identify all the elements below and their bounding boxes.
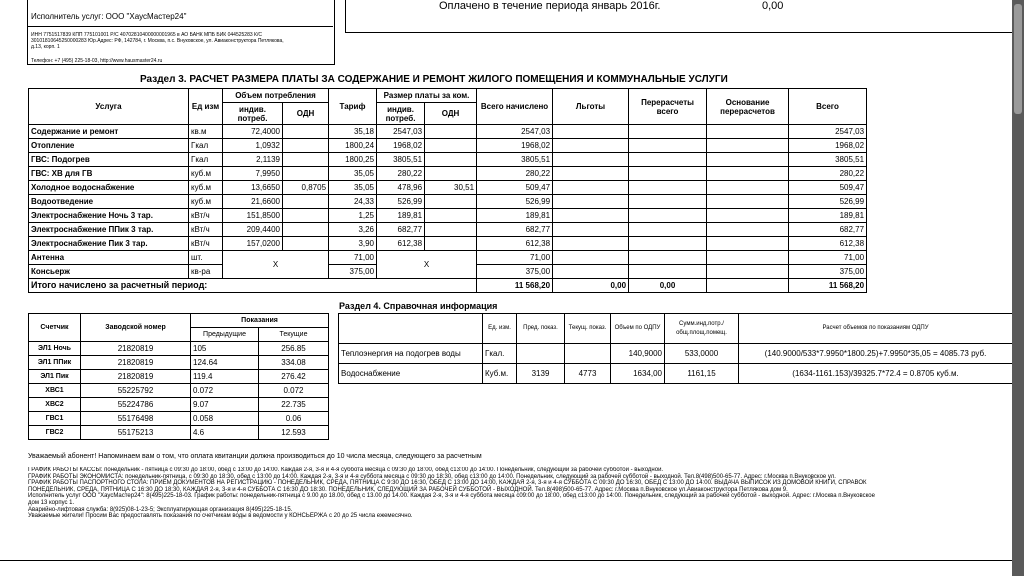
service-name: Электроснабжение ППик 3 тар. (29, 223, 189, 237)
service-name: Отопление (29, 139, 189, 153)
ref-calc: (140.9000/533*7.9950*1800.25)+7.9950*35,05 = 4085.73 руб. (739, 344, 1013, 364)
tariff: 1800,25 (329, 153, 377, 167)
unit: куб.м (189, 195, 223, 209)
pay-indiv: 189,81 (377, 209, 425, 223)
meters-col-readings: Показания (191, 314, 329, 328)
total-charged: 2547,03 (477, 125, 553, 139)
ref-col-prev: Пред. показ. (517, 314, 565, 344)
service-name: Антенна (29, 251, 189, 265)
executor-block (27, 0, 335, 65)
meter-prev: 119.4 (191, 370, 259, 384)
tariff: 35,18 (329, 125, 377, 139)
volume-odn: 0,8705 (283, 181, 329, 195)
volume-odn (283, 153, 329, 167)
pay-odn (425, 223, 477, 237)
benefits (553, 181, 629, 195)
benefits (553, 223, 629, 237)
meter-prev: 105 (191, 342, 259, 356)
recalc (629, 167, 707, 181)
tariff: 1,25 (329, 209, 377, 223)
benefits (553, 167, 629, 181)
col-benefits: Льготы (553, 89, 629, 125)
volume-indiv: 2,1139 (223, 153, 283, 167)
meter-curr: 334.08 (259, 356, 329, 370)
col-volume-indiv: индив. потреб. (223, 103, 283, 125)
meter-prev: 0.058 (191, 412, 259, 426)
recalc-basis (707, 181, 789, 195)
charge-row (29, 251, 867, 265)
charge-row (29, 139, 867, 153)
ref-calc: (1634-1161.153)/39325.7*72.4 = 0.8705 куб.м. (739, 364, 1013, 384)
meter-prev: 4.6 (191, 426, 259, 440)
payment-reminder: Уважаемый абонент! Напоминаем вам о том, что оплата квитанции должна производиться до 10 числа месяца, следующего за расчетным (28, 453, 482, 460)
recalc (629, 139, 707, 153)
recalc-basis (707, 125, 789, 139)
unit: Гкал (189, 139, 223, 153)
tariff: 35,05 (329, 167, 377, 181)
meter-name: ЭЛ1 Ночь (29, 342, 81, 356)
unit: кВт/ч (189, 237, 223, 251)
col-volume-odn: ОДН (283, 103, 329, 125)
total-charged: 189,81 (477, 209, 553, 223)
total-charged: 71,00 (477, 251, 553, 265)
meter-row (29, 342, 329, 356)
meters-col-meter: Счетчик (29, 314, 81, 342)
charge-row (29, 167, 867, 181)
pay-odn (425, 237, 477, 251)
ref-prev (517, 344, 565, 364)
pay-indiv: 478,96 (377, 181, 425, 195)
ref-curr (565, 344, 611, 364)
charge-row (29, 153, 867, 167)
meter-row (29, 412, 329, 426)
pay-indiv: 2547,03 (377, 125, 425, 139)
volume-indiv: 72,4000 (223, 125, 283, 139)
tariff: 35,05 (329, 181, 377, 195)
tariff: 3,26 (329, 223, 377, 237)
section3-title: Раздел 3. РАСЧЕТ РАЗМЕРА ПЛАТЫ ЗА СОДЕРЖАНИЕ И РЕМОНТ ЖИЛОГО ПОМЕЩЕНИЯ И КОММУНАЛЬНЫЕ УСЛУГИ (140, 74, 728, 85)
grand-recalc: 0,00 (629, 279, 707, 293)
col-basis: Основание перерасчетов (707, 89, 789, 125)
volume-indiv: 151,8500 (223, 209, 283, 223)
meters-col-prev: Предыдущие (191, 328, 259, 342)
benefits (553, 139, 629, 153)
row-sum: 189,81 (789, 209, 867, 223)
tariff: 3,90 (329, 237, 377, 251)
reference-table (338, 313, 1013, 384)
meter-serial: 55175213 (81, 426, 191, 440)
service-name: Электроснабжение Ночь 3 тар. (29, 209, 189, 223)
volume-cross-mark: X (223, 251, 329, 279)
pay-odn (425, 153, 477, 167)
volume-odn (283, 237, 329, 251)
tariff: 71,00 (329, 251, 377, 265)
meter-curr: 276.42 (259, 370, 329, 384)
total-charged: 612,38 (477, 237, 553, 251)
recalc (629, 153, 707, 167)
col-pay-indiv: индив. потреб. (377, 103, 425, 125)
grand-total: 11 568,20 (477, 279, 553, 293)
service-name: Электроснабжение Пик 3 тар. (29, 237, 189, 251)
volume-indiv: 21,6600 (223, 195, 283, 209)
ref-col-odpu: Объем по ОДПУ (611, 314, 665, 344)
benefits (553, 237, 629, 251)
paid-value: 0,00 (762, 0, 784, 12)
benefits (553, 209, 629, 223)
total-charged: 682,77 (477, 223, 553, 237)
col-total: Всего начислено (477, 89, 553, 125)
note-line: ГРАФИК РАБОТЫ ЭКОНОМИСТА: понедельник-пятница, с 09:30 до 18:30, обед с 13:00 до 14:00. Каждая 2-я, 3-я и 4-я суббота месяца с 09:30 до 18:30, обед с13:00 до 14:00. Понедельник, следующий за рабочей субботой - выходной. Тел.8(498)500-65-77. Адрес: г.Москва п.Внуковское ул. (28, 473, 836, 480)
meter-name: ХВС2 (29, 398, 81, 412)
ref-odpu: 140,9000 (611, 344, 665, 364)
service-name: Содержание и ремонт (29, 125, 189, 139)
meter-serial: 55224786 (81, 398, 191, 412)
unit: шт. (189, 251, 223, 265)
meter-row (29, 370, 329, 384)
total-charged: 526,99 (477, 195, 553, 209)
col-tariff: Тариф (329, 89, 377, 125)
row-sum: 526,99 (789, 195, 867, 209)
recalc-basis (707, 139, 789, 153)
recalc (629, 181, 707, 195)
benefits (553, 251, 629, 265)
meter-name: ЭЛ1 Пик (29, 370, 81, 384)
meter-prev: 0.072 (191, 384, 259, 398)
charge-row (29, 195, 867, 209)
volume-odn (283, 195, 329, 209)
volume-odn (283, 139, 329, 153)
row-sum: 1968,02 (789, 139, 867, 153)
pay-indiv: 682,77 (377, 223, 425, 237)
recalc-basis (707, 167, 789, 181)
recalc (629, 125, 707, 139)
benefits (553, 265, 629, 279)
row-sum: 682,77 (789, 223, 867, 237)
meter-curr: 0.072 (259, 384, 329, 398)
note-line: ГРАФИК РАБОТЫ КАССЫ: понедельник - пятница с 09:30 до 18:00, обед с 13:00 до 14:00. Каждая 2-я, 3-я и 4-я суббота месяца с 09:30 до 18:00, обед с13:00 до 14:00. Понедельник, следующий за рабочей субботой - выходной. (28, 467, 664, 473)
note-line: Уважаемые жители! Просим Вас предоставлять показания по счетчикам воды в ведомости у КОНСЬЕРЖА с 20 до 25 числа ежемесячно. (28, 513, 413, 520)
charge-row (29, 223, 867, 237)
grand-benefits: 0,00 (553, 279, 629, 293)
row-sum: 280,22 (789, 167, 867, 181)
total-row (29, 279, 867, 293)
charge-row (29, 181, 867, 195)
ref-sum: 533,0000 (665, 344, 739, 364)
volume-odn (283, 167, 329, 181)
meter-name: ГВС1 (29, 412, 81, 426)
payment-block (345, 0, 1024, 33)
grand-sum: 11 568,20 (789, 279, 867, 293)
recalc-basis (707, 195, 789, 209)
header-separator (27, 26, 333, 27)
total-charged: 3805,51 (477, 153, 553, 167)
service-name: ГВС: ХВ для ГВ (29, 167, 189, 181)
service-name: Консьерж (29, 265, 189, 279)
note-line: ПОНЕДЕЛЬНИК, СРЕДА, ПЯТНИЦА С 16:30 ДО 18:30, КАЖДАЯ 2-я, 3-я и 4-я СУББОТА С 16:30 ДО 18:30. ПОНЕДЕЛЬНИК, СЛЕДУЮЩИЙ ЗА РАБОЧЕЙ СУББОТОЙ - ВЫХОДНОЙ. Тел.8(498)500-65-77. Адрес: г.Москва п.Внуковское ул.Авиаконструктора Петлякова дом 9. (28, 486, 788, 493)
note-line: ГРАФИК РАБОТЫ ПАСПОРТНОГО СТОЛА: ПРИЁМ ДОКУМЕНТОВ НА РЕГИСТРАЦИЮ - ПОНЕДЕЛЬНИК, СРЕДА, ПЯТНИЦА С 9:30 ДО 16:30, ОБЕД С 13:00 ДО 14:00, КАЖДАЯ 2-я, 3-я и 4-я СУББОТА С 09:30 ДО 16:30, ОБЕД С 13:00 ДО 14:00. ВЫДАЧА ВЫПИСОК ИЗ ДОМОВОЙ КНИГИ, СПРАВОК (28, 480, 867, 487)
ref-curr: 4773 (565, 364, 611, 384)
meters-table (28, 313, 329, 440)
meter-curr: 12.593 (259, 426, 329, 440)
col-volume: Объем потребления (223, 89, 329, 103)
meter-serial: 21820819 (81, 370, 191, 384)
reference-row (339, 344, 1013, 364)
unit: Гкал (189, 153, 223, 167)
ref-col-calc: Расчет объемов по показаниям ОДПУ (739, 314, 1013, 344)
meter-curr: 256.85 (259, 342, 329, 356)
meter-name: ХВС1 (29, 384, 81, 398)
pay-odn (425, 195, 477, 209)
pay-odn (425, 209, 477, 223)
unit: кВт/ч (189, 223, 223, 237)
pay-indiv: 1968,02 (377, 139, 425, 153)
volume-indiv: 1,0932 (223, 139, 283, 153)
executor-phone: Телефон: +7 (495) 225-18-03, http://www.hausmaster24.ru (31, 58, 163, 64)
recalc-basis (707, 153, 789, 167)
pay-indiv: 280,22 (377, 167, 425, 181)
meter-row (29, 398, 329, 412)
page-bottom-edge (0, 560, 1012, 561)
meter-curr: 0.06 (259, 412, 329, 426)
ref-name: Водоснабжение (339, 364, 483, 384)
row-sum: 71,00 (789, 251, 867, 265)
col-recalc: Перерасчеты всего (629, 89, 707, 125)
ref-prev: 3139 (517, 364, 565, 384)
col-service: Услуга (29, 89, 189, 125)
service-name: Холодное водоснабжение (29, 181, 189, 195)
volume-odn (283, 125, 329, 139)
total-charged: 509,47 (477, 181, 553, 195)
col-sum: Всего (789, 89, 867, 125)
col-unit: Ед изм (189, 89, 223, 125)
ref-col-unit: Ед. изм. (483, 314, 517, 344)
unit: кВт/ч (189, 209, 223, 223)
recalc-basis (707, 223, 789, 237)
recalc (629, 223, 707, 237)
volume-odn (283, 209, 329, 223)
unit: куб.м (189, 181, 223, 195)
charge-row (29, 237, 867, 251)
recalc-basis (707, 251, 789, 265)
meters-col-serial: Заводской номер (81, 314, 191, 342)
charge-row (29, 125, 867, 139)
tariff: 1800,24 (329, 139, 377, 153)
meter-serial: 55225792 (81, 384, 191, 398)
row-sum: 375,00 (789, 265, 867, 279)
unit: кв-ра (189, 265, 223, 279)
scrollbar-thumb[interactable] (1014, 4, 1022, 114)
volume-indiv: 7,9950 (223, 167, 283, 181)
recalc-basis (707, 209, 789, 223)
service-name: ГВС: Подогрев (29, 153, 189, 167)
ref-col-curr: Текущ. показ. (565, 314, 611, 344)
pay-odn (425, 167, 477, 181)
tariff: 24,33 (329, 195, 377, 209)
meter-row (29, 384, 329, 398)
benefits (553, 195, 629, 209)
ref-unit: Куб.м. (483, 364, 517, 384)
meters-col-curr: Текущие (259, 328, 329, 342)
note-line: дом 13 корпус 1. (28, 499, 75, 506)
grand-basis (707, 279, 789, 293)
pay-odn (425, 139, 477, 153)
meter-row (29, 426, 329, 440)
recalc (629, 209, 707, 223)
meter-name: ЭЛ1 ППик (29, 356, 81, 370)
meter-serial: 21820819 (81, 342, 191, 356)
service-name: Водоотведение (29, 195, 189, 209)
col-pay: Размер платы за ком. (377, 89, 477, 103)
recalc (629, 237, 707, 251)
pay-odn (425, 125, 477, 139)
note-line: Исполнитель услуг ООО "ХаусМастер24": 8(495)225-18-03. График работы: понедельник-пятница с 9.00 до 18.00, обед с 13.00 до 14.00. Каждая 2-я, 3-я и 4-я суббота месяца с09:00 до 18:00, обед с13:00 до 14:00. Понедельник, следующий за рабочей субботой - выходной. Адрес: г.Москва п.Внуковское (28, 493, 875, 500)
executor-details-3: д.13, корп. 1 (31, 44, 60, 50)
executor-name: Исполнитель услуг: ООО "ХаусМастер24" (31, 12, 187, 21)
pay-indiv: 612,38 (377, 237, 425, 251)
charge-row (29, 209, 867, 223)
benefits (553, 153, 629, 167)
col-pay-odn: ОДН (425, 103, 477, 125)
executor-details-2: 30101810645250000283 Юр.Адрес: РФ, 142784, г. Москва, п.с. Внуковское, ул. Авиаконструктора Петлякова, (31, 38, 284, 44)
row-sum: 509,47 (789, 181, 867, 195)
meter-serial: 21820819 (81, 356, 191, 370)
meter-curr: 22.735 (259, 398, 329, 412)
volume-odn (283, 223, 329, 237)
executor-details-1: ИНН 7751517839 КПП 775101001 Р/С 40702810400000001965 в АО БАНК МПБ БИК 044525283 К/С (31, 32, 262, 38)
total-charged: 1968,02 (477, 139, 553, 153)
ref-unit: Гкал. (483, 344, 517, 364)
section4-title: Раздел 4. Справочная информация (339, 301, 498, 311)
pay-odn: 30,51 (425, 181, 477, 195)
pay-cross-mark: X (377, 251, 477, 279)
recalc (629, 251, 707, 265)
ref-odpu: 1634,00 (611, 364, 665, 384)
recalc (629, 195, 707, 209)
ref-col-sum: Сумм.инд.потр./ общ.площ.помещ. (665, 314, 739, 344)
pay-indiv: 526,99 (377, 195, 425, 209)
volume-indiv: 13,6650 (223, 181, 283, 195)
unit: куб.м (189, 167, 223, 181)
tariff: 375,00 (329, 265, 377, 279)
ref-sum: 1161,15 (665, 364, 739, 384)
row-sum: 612,38 (789, 237, 867, 251)
vertical-scrollbar[interactable] (1012, 0, 1024, 576)
schedule-notes (28, 467, 1012, 520)
volume-indiv: 157,0200 (223, 237, 283, 251)
total-charged: 280,22 (477, 167, 553, 181)
meter-name: ГВС2 (29, 426, 81, 440)
meter-prev: 124.64 (191, 356, 259, 370)
row-sum: 3805,51 (789, 153, 867, 167)
pay-indiv: 3805,51 (377, 153, 425, 167)
reference-row (339, 364, 1013, 384)
total-charged: 375,00 (477, 265, 553, 279)
meter-row (29, 356, 329, 370)
recalc-basis (707, 265, 789, 279)
charges-table (28, 88, 867, 293)
row-sum: 2547,03 (789, 125, 867, 139)
total-label: Итого начислено за расчетный период: (29, 279, 477, 293)
paid-label: Оплачено в течение периода январь 2016г. (439, 0, 661, 12)
ref-name: Теплоэнергия на подогрев воды (339, 344, 483, 364)
meter-prev: 9.07 (191, 398, 259, 412)
recalc (629, 265, 707, 279)
meter-serial: 55176498 (81, 412, 191, 426)
benefits (553, 125, 629, 139)
recalc-basis (707, 237, 789, 251)
unit: кв.м (189, 125, 223, 139)
note-line: Аварийно-лифтовая служба: 8(925)08-1-23-5; Эксплуатирующая организация 8(495)225-18-15. (28, 506, 293, 513)
volume-indiv: 209,4400 (223, 223, 283, 237)
